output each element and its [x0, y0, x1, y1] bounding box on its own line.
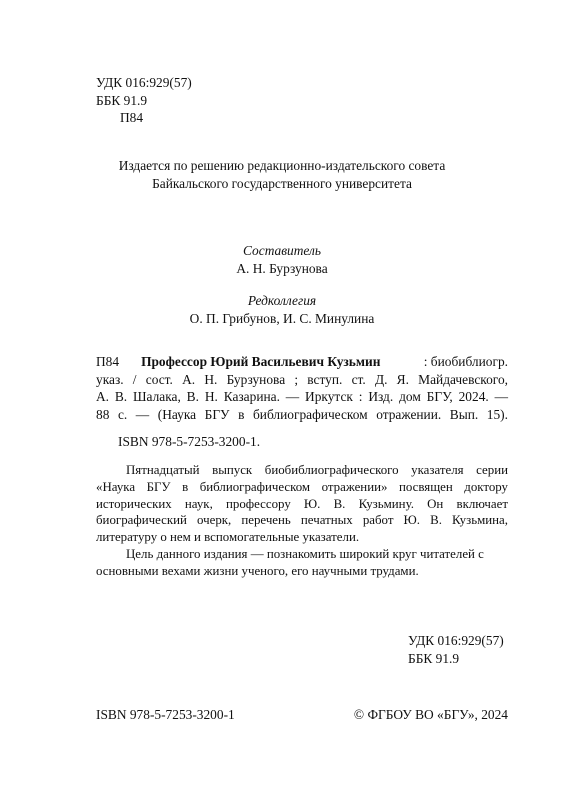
entry-line-3: А. В. Шалака, В. Н. Казарина. — Иркутск : Изд. дом БГУ, 2024. —: [96, 389, 508, 404]
editorial-board-names: О. П. Грибунов, И. С. Минулина: [189, 310, 375, 326]
annotation-paragraph-2: Цель данного издания — познакомить широкий круг читателей с основными вехами жизни ученого, его научными трудами.: [96, 546, 484, 578]
author-code: П84: [120, 110, 144, 125]
entry-line-2: указ. / сост. А. Н. Бурзунова ; вступ. ст. Д. Я. Майдачевского,: [96, 371, 508, 387]
editorial-board-heading: Редколлегия: [247, 293, 317, 308]
classification-block: [96, 74, 192, 127]
bbk-code-right: ББК 91.9: [408, 650, 460, 666]
bbk-code: ББК 91.9: [96, 92, 148, 108]
bibliographic-entry: [96, 353, 508, 451]
compiler-heading: Составитель: [243, 243, 321, 258]
entry-code: П84: [96, 354, 120, 369]
editorial-board-block: [0, 292, 564, 327]
compiler-block: [0, 242, 564, 277]
footer-copyright: © ФГБОУ ВО «БГУ», 2024: [353, 707, 508, 722]
footer-isbn: ISBN 978-5-7253-3200-1: [96, 707, 235, 722]
publisher-note-line-2: Байкальского государственного университета: [152, 175, 412, 191]
entry-isbn: ISBN 978-5-7253-3200-1.: [118, 434, 261, 449]
entry-line-1-rest: : биобиблиогр.: [423, 354, 508, 369]
compiler-name: А. Н. Бурзунова: [236, 260, 328, 276]
annotation: [96, 462, 508, 580]
publisher-note: [0, 157, 564, 192]
udk-code-right: УДК 016:929(57): [408, 633, 504, 648]
udk-code: УДК 016:929(57): [96, 75, 192, 90]
publisher-note-line-1: Издается по решению редакционно-издательского совета: [118, 158, 446, 173]
classification-right-block: [408, 632, 504, 667]
entry-line-1: [96, 353, 508, 371]
entry-title: Профессор Юрий Васильевич Кузьмин: [141, 354, 381, 369]
entry-line-4: 88 с. — (Наука БГУ в библиографическом отражении. Вып. 15).: [96, 406, 508, 422]
annotation-paragraph-1: Пятнадцатый выпуск биобиблиографического указателя серии «Наука БГУ в библиографическом отражении» посвящен доктору исторических наук, профессору Ю. В. Кузьмину. Он включает биографический очерк, перечень печатных работ Ю. В. Кузьмина, литературу о нем и вспомогательные указатели.: [96, 463, 508, 545]
